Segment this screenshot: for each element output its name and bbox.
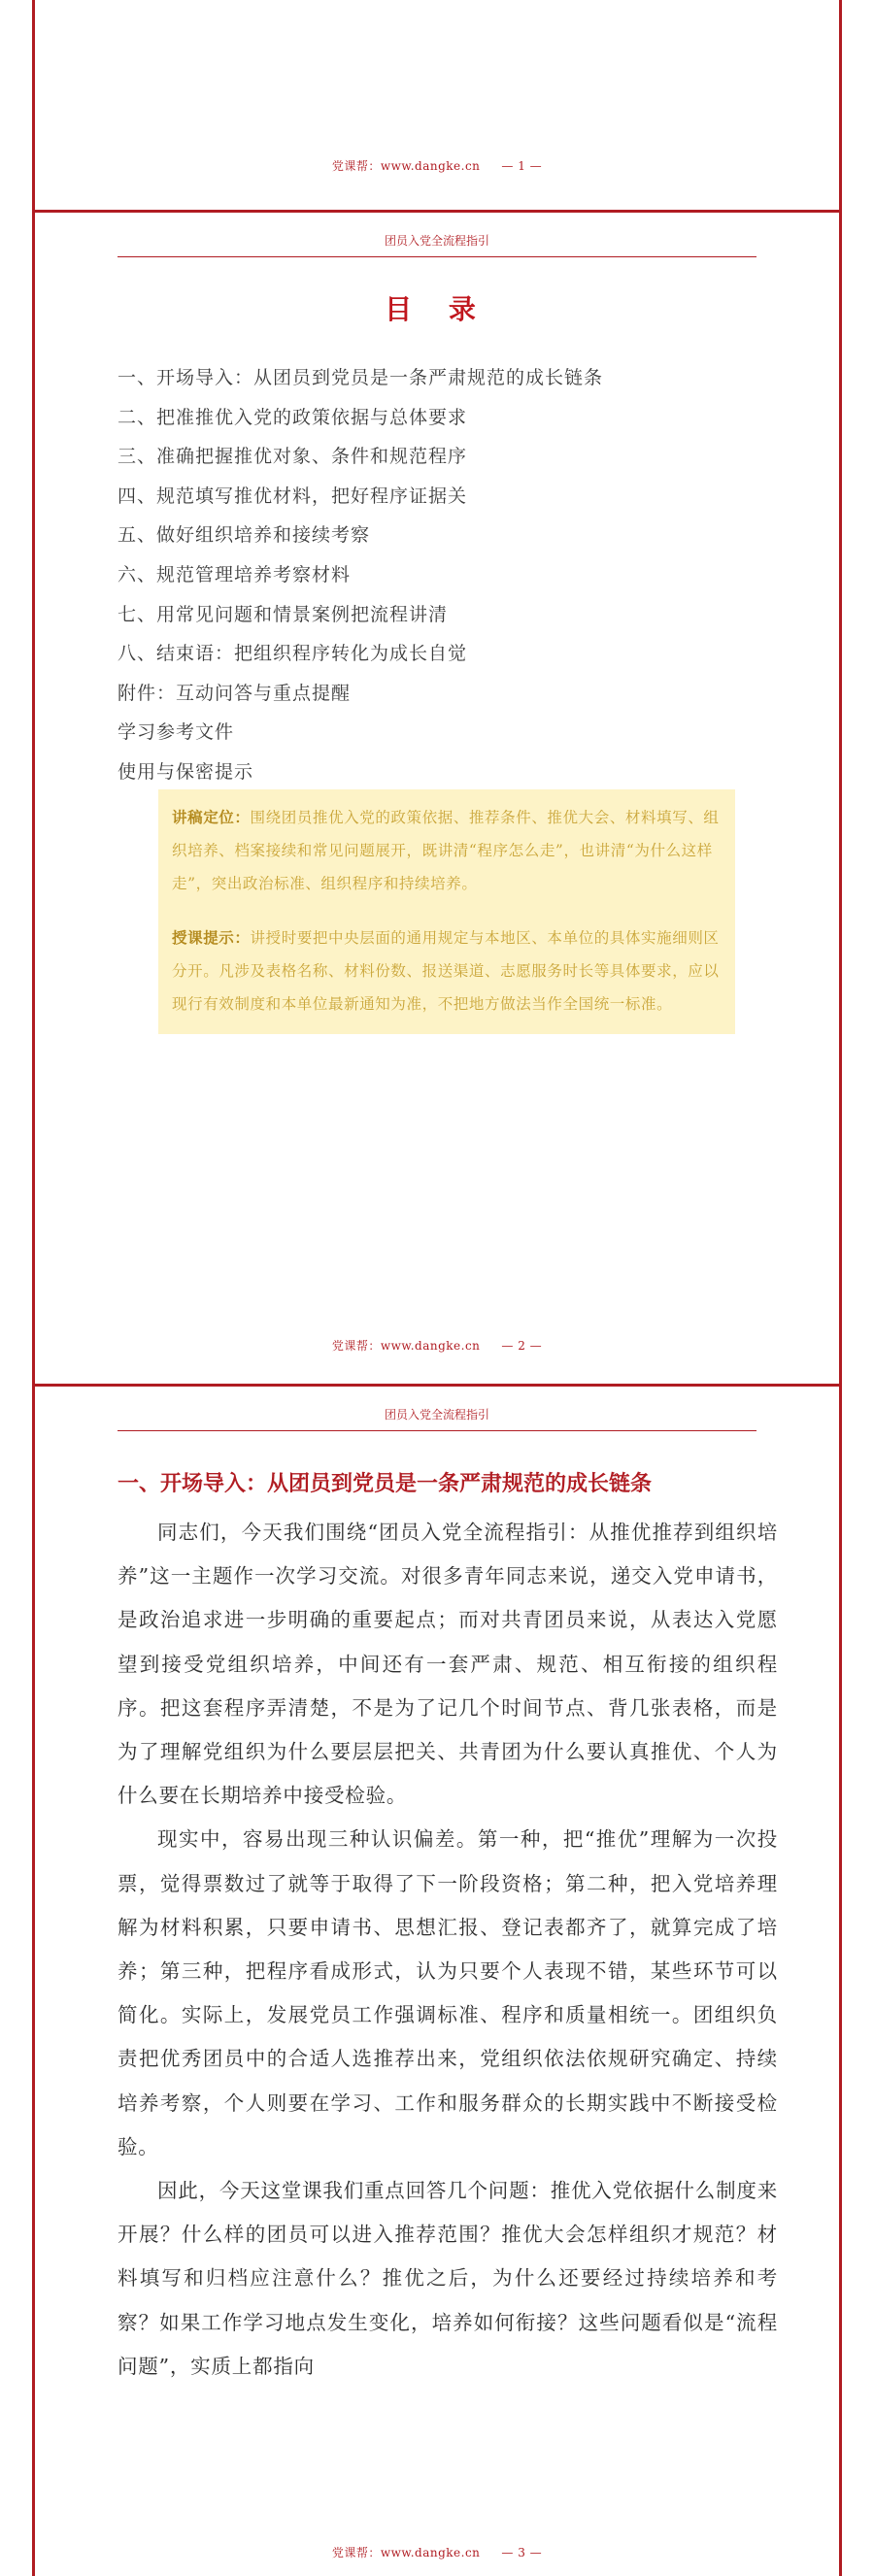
toc-item[interactable]: 五、做好组织培养和接续考察 [118, 524, 371, 547]
toc-item[interactable]: 使用与保密提示 [118, 760, 254, 783]
positioning-note [172, 801, 722, 900]
toc-item[interactable]: 附件：互动问答与重点提醒 [118, 682, 352, 704]
footer-site: 党课帮：www.dangke.cn [331, 159, 481, 173]
teaching-tip-text: 讲授时要把中央层面的通用规定与本地区、本单位的具体实施细则区分开。凡涉及表格名称、材料份数、报送渠道、志愿服务时长等具体要求，应以现行有效制度和本单位最新通知为准，不把地方做法当作全国统一标准。 [172, 929, 720, 1013]
toc-item[interactable]: 六、规范管理培养考察材料 [118, 563, 352, 585]
running-title: 团员入党全流程指引 [384, 1408, 489, 1422]
footer-site: 党课帮：www.dangke.cn [331, 1339, 481, 1353]
toc-item[interactable]: 七、用常见问题和情景案例把流程讲清 [118, 603, 449, 625]
page-1 [32, 0, 842, 210]
toc-list [118, 358, 756, 792]
page-footer [35, 2544, 839, 2560]
body-paragraph: 同志们，今天我们围绕“团员入党全流程指引：从推优推荐到组织培养”这一主题作一次学习交流。对很多青年同志来说，递交入党申请书，是政治追求进一步明确的重要起点；而对共青团员来说，从表达入党愿望到接受党组织培养，中间还有一套严肃、规范、相互衔接的组织程序。把这套程序弄清楚，不是为了记几个时间节点、背几张表格，而是为了理解党组织为什么要层层把关、共青团为什么要认真推优、个人为什么要在长期培养中接受检验。 [118, 1521, 778, 1808]
toc-item[interactable]: 学习参考文件 [118, 721, 235, 744]
section-body [118, 1511, 778, 2389]
teaching-tip-label: 授课提示： [172, 928, 251, 947]
toc-item[interactable]: 二、把准推优入党的政策依据与总体要求 [118, 406, 468, 428]
page-header [118, 232, 756, 257]
toc-item[interactable]: 四、规范填写推优材料，把好程序证据关 [118, 485, 468, 507]
page-2 [32, 213, 842, 1384]
positioning-text: 围绕团员推优入党的政策依据、推荐条件、推优大会、材料填写、组织培养、档案接续和常见问题展开，既讲清“程序怎么走”，也讲清“为什么这样走”，突出政治标准、组织程序和持续培养。 [172, 809, 720, 892]
section-heading: 一、开场导入：从团员到党员是一条严肃规范的成长链条 [118, 1472, 653, 1496]
toc-item[interactable]: 三、准确把握推优对象、条件和规范程序 [118, 446, 468, 468]
page-footer [35, 1337, 839, 1354]
body-paragraph: 因此，今天这堂课我们重点回答几个问题：推优入党依据什么制度来开展？什么样的团员可以进入推荐范围？推优大会怎样组织才规范？材料填写和归档应注意什么？推优之后，为什么还要经过持续培养和考察？如果工作学习地点发生变化，培养如何衔接？这些问题看似是“流程问题”，实质上都指向 [118, 2179, 778, 2378]
page-footer [35, 157, 839, 174]
teaching-tip-note [172, 921, 722, 1020]
toc-item[interactable]: 八、结束语：把组织程序转化为成长自觉 [118, 643, 468, 665]
positioning-label: 讲稿定位： [172, 808, 251, 826]
toc-title: 目 录 [385, 293, 489, 325]
page-header [118, 1406, 756, 1431]
body-paragraph: 现实中，容易出现三种认识偏差。第一种，把“推优”理解为一次投票，觉得票数过了就等于取得了下一阶段资格；第二种，把入党培养理解为材料积累，只要申请书、思想汇报、登记表都齐了，就算完成了培养；第三种，把程序看成形式，认为只要个人表现不错，某些环节可以简化。实际上，发展党员工作强调标准、程序和质量相统一。团组织负责把优秀团员中的合适人选推荐出来，党组织依法依规研究确定、持续培养考察，个人则要在学习、工作和服务群众的长期实践中不断接受检验。 [118, 1827, 778, 2158]
footer-site: 党课帮：www.dangke.cn [331, 2546, 481, 2559]
running-title: 团员入党全流程指引 [384, 234, 489, 248]
footer-page-number: — 3 — [501, 2546, 543, 2559]
lecture-note-box [158, 789, 735, 1034]
page-3 [32, 1387, 842, 2576]
footer-page-number: — 1 — [501, 159, 543, 173]
footer-page-number: — 2 — [501, 1339, 543, 1353]
toc-item[interactable]: 一、开场导入：从团员到党员是一条严肃规范的成长链条 [118, 367, 604, 388]
